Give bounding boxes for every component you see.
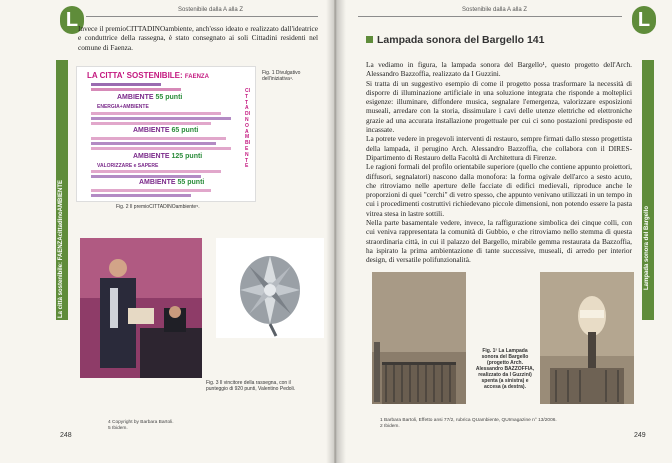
side-label: La città sostenibile: FAENZAcittadinoAMBIENTE (58, 179, 64, 318)
fig3-caption: Fig. 3 Il vincitore della rassegna, con il punteggio di 920 punti, Valentino Pedoli. (206, 380, 296, 392)
footnote-4: 4 Copyright by Barbara Bartoli. (108, 420, 174, 425)
poster-figure (76, 66, 256, 202)
right-page (336, 0, 672, 463)
left-page (0, 0, 334, 463)
paragraph: Le ragioni formali del profilo orientabile superiore (quello che contiene appunto proiettori, diffusori, segnalatori) nascono dalla monofora: la forma ogivale dell'arco a sesto acuto, che ritroviamo nelle aperture delle facciate di edifici medievali, riproduce anche le proporzioni di quei "cerchi" di vetro spesso, che appunto venivano utilizzati in un tempo in cui i procedimenti costruttivi richiedevano piccole dimensioni, non potendo essere la pasta vitrea stesa in lastre sottili. (366, 162, 632, 218)
poster-score-4: AMBIENTE 55 punti (139, 179, 205, 186)
poster-line (91, 194, 191, 197)
award-photo (80, 238, 202, 378)
poster-line (91, 142, 216, 145)
lamp-on-photo (540, 272, 634, 404)
intro-paragraph: Invece il premioCITTADINOambiente, anch'esso ideato e realizzato dall'ideatrice e conduttrice della rassegna, è stato consegnato ai soli Cittadini residenti nel comune di Faenza. (78, 24, 318, 52)
poster-line (91, 147, 231, 150)
paragraph: La vediamo in figura, la lampada sonora del Bargello¹, questo progetto dell'Arch. Alessandro Bazzoffia, realizzato da I Guzzini. (366, 60, 632, 79)
poster-line (91, 112, 221, 115)
title-square-icon (366, 36, 373, 43)
poster-line (91, 83, 161, 86)
poster-title: LA CITTA' SOSTENIBILE: FAENZA (87, 71, 209, 80)
poster-line (91, 189, 211, 192)
footnote-5: 5 Ibidem. (108, 426, 128, 431)
poster-score-2: AMBIENTE 65 punti (133, 127, 199, 134)
spine-shadow (326, 0, 346, 463)
header-rule (86, 16, 318, 17)
header-rule (358, 16, 622, 17)
page-number: 248 (60, 432, 72, 439)
poster-sub-1: ENERGIA+AMBIENTE (97, 104, 149, 110)
poster-vertical-text: CITTADINOAMBIENTE (245, 88, 250, 170)
lamp-off-photo (372, 272, 466, 404)
paragraph: Si tratta di un suggestivo esempio di come il progetto possa trasformare la necessità di disporre di illuminazione artificiale in una soluzione integrata che risponde a molteplici esigenze: illuminare, diffondere musica, segnalare l'emergenza, valorizzare esposizioni museali, arredare con la storia, dissimulare i cavi delle utenze elettriche ed elettroniche grazie ad una accurata installazione progettuale per cui ci sono postazioni predisposte ed incassate. (366, 78, 632, 135)
page-number: 249 (634, 432, 646, 439)
poster-line (91, 137, 226, 140)
side-label: Lampada sonora del Bargello (644, 205, 650, 290)
poster-sub-3: VALORIZZARE e SAPERE (97, 163, 159, 169)
letter-tab: L (60, 6, 84, 34)
paragraph: La potrete vedere in pregevoli interventi di restauro, sempre firmati dallo stesso progettista della lampada, il perugino Arch. Alessandro Bazzoffia, che collabora con il DIRES-Dipartimento di Restauro della Facoltà di Architettura di Firenze. (366, 134, 632, 162)
paragraph: Nella parte basamentale vedere, invece, la raffigurazione simbolica dei cinque colli, con cui veniva rappresentata la comunità di Gubbio, e che ritroviamo nello stemma di questa straordinaria città, in cui il palazzo del Bargello, mirabile gemma restaurata da Bazzoffia, ha ispirato la prima ambientazione di tante successive, museali, di arredo per interior design, di versatile polifunzionalità. (366, 218, 632, 265)
fig-caption-text: La Lampada sonora del Bargello (progetto Arch. Alessandro BAZZOFFIA, realizzato da I Guzzini) spenta (a sinistra) e accesa (a destra). (475, 348, 535, 390)
poster-line (91, 88, 181, 91)
letter-tab: L (632, 6, 656, 34)
fig-caption (474, 348, 536, 390)
poster-line (91, 175, 201, 178)
fig1-caption: Fig. 1 Divulgativo dell'iniziativa⁴. (262, 70, 301, 82)
poster-line (91, 122, 211, 125)
poster-line (91, 170, 221, 173)
poster-line (91, 117, 231, 120)
running-head: Sostenibile dalla A alla Z (462, 7, 528, 13)
fig-caption-label: Fig. 1² (482, 348, 498, 354)
poster-score-1: AMBIENTE 55 punti (117, 94, 183, 101)
footnote-1: 1 Barbara Bartoli, Effetto ansi 77/2, rubrica QUambiente, QUImagazine n° 13/2006. (380, 418, 557, 423)
footnote-2: 2 Ibidem. (380, 424, 400, 429)
poster-score-3: AMBIENTE 125 punti (133, 153, 203, 160)
running-head: Sostenibile dalla A alla Z (178, 7, 244, 13)
fig2-caption: Fig. 2 Il premioCITTADINOambiente⁵. (116, 204, 200, 210)
article-body (366, 60, 632, 265)
section-title: Lampada sonora del Bargello 141 (366, 34, 544, 46)
award-object-photo (216, 238, 324, 338)
